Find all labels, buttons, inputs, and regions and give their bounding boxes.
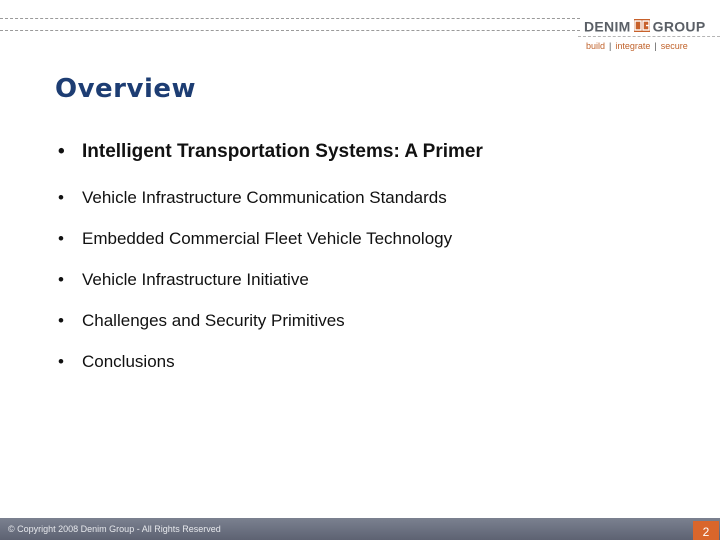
- tagline-separator: |: [654, 41, 657, 51]
- logo-word-right: GROUP: [652, 18, 706, 35]
- header-dashed-line-bottom: [0, 30, 580, 31]
- logo-word-left: DENIM: [584, 18, 631, 35]
- bullet-dot: •: [58, 352, 64, 371]
- bullet-text: Embedded Commercial Fleet Vehicle Technology: [82, 229, 453, 248]
- bullet-text: Vehicle Infrastructure Initiative: [82, 270, 309, 289]
- logo-mark-icon: [634, 19, 650, 32]
- logo-wordmark: [584, 16, 705, 35]
- tagline-integrate: integrate: [615, 41, 651, 51]
- footer-bar: [0, 518, 720, 540]
- bullet-dot: •: [58, 229, 64, 248]
- header-dashed-line-top: [0, 18, 580, 19]
- bullet-dot: •: [58, 270, 64, 289]
- slide-title: Overview: [55, 74, 197, 104]
- bullet-text: Challenges and Security Primitives: [82, 311, 345, 330]
- bullet-text: Conclusions: [82, 352, 175, 371]
- bullet-dot: •: [58, 141, 65, 162]
- tagline-build: build: [586, 41, 606, 51]
- logo-tagline: [586, 41, 688, 51]
- tagline-secure: secure: [660, 41, 688, 51]
- bullet-text: Vehicle Infrastructure Communication Standards: [82, 188, 447, 207]
- bullet-dot: •: [58, 311, 64, 330]
- page-number: 2: [693, 521, 719, 540]
- tagline-separator: |: [609, 41, 612, 51]
- copyright-notice: © Copyright 2008 Denim Group - All Rights Reserved: [8, 524, 221, 534]
- bullet-text: Intelligent Transportation Systems: A Primer: [82, 141, 483, 162]
- company-logo: [584, 16, 714, 56]
- bullet-dot: •: [58, 188, 64, 207]
